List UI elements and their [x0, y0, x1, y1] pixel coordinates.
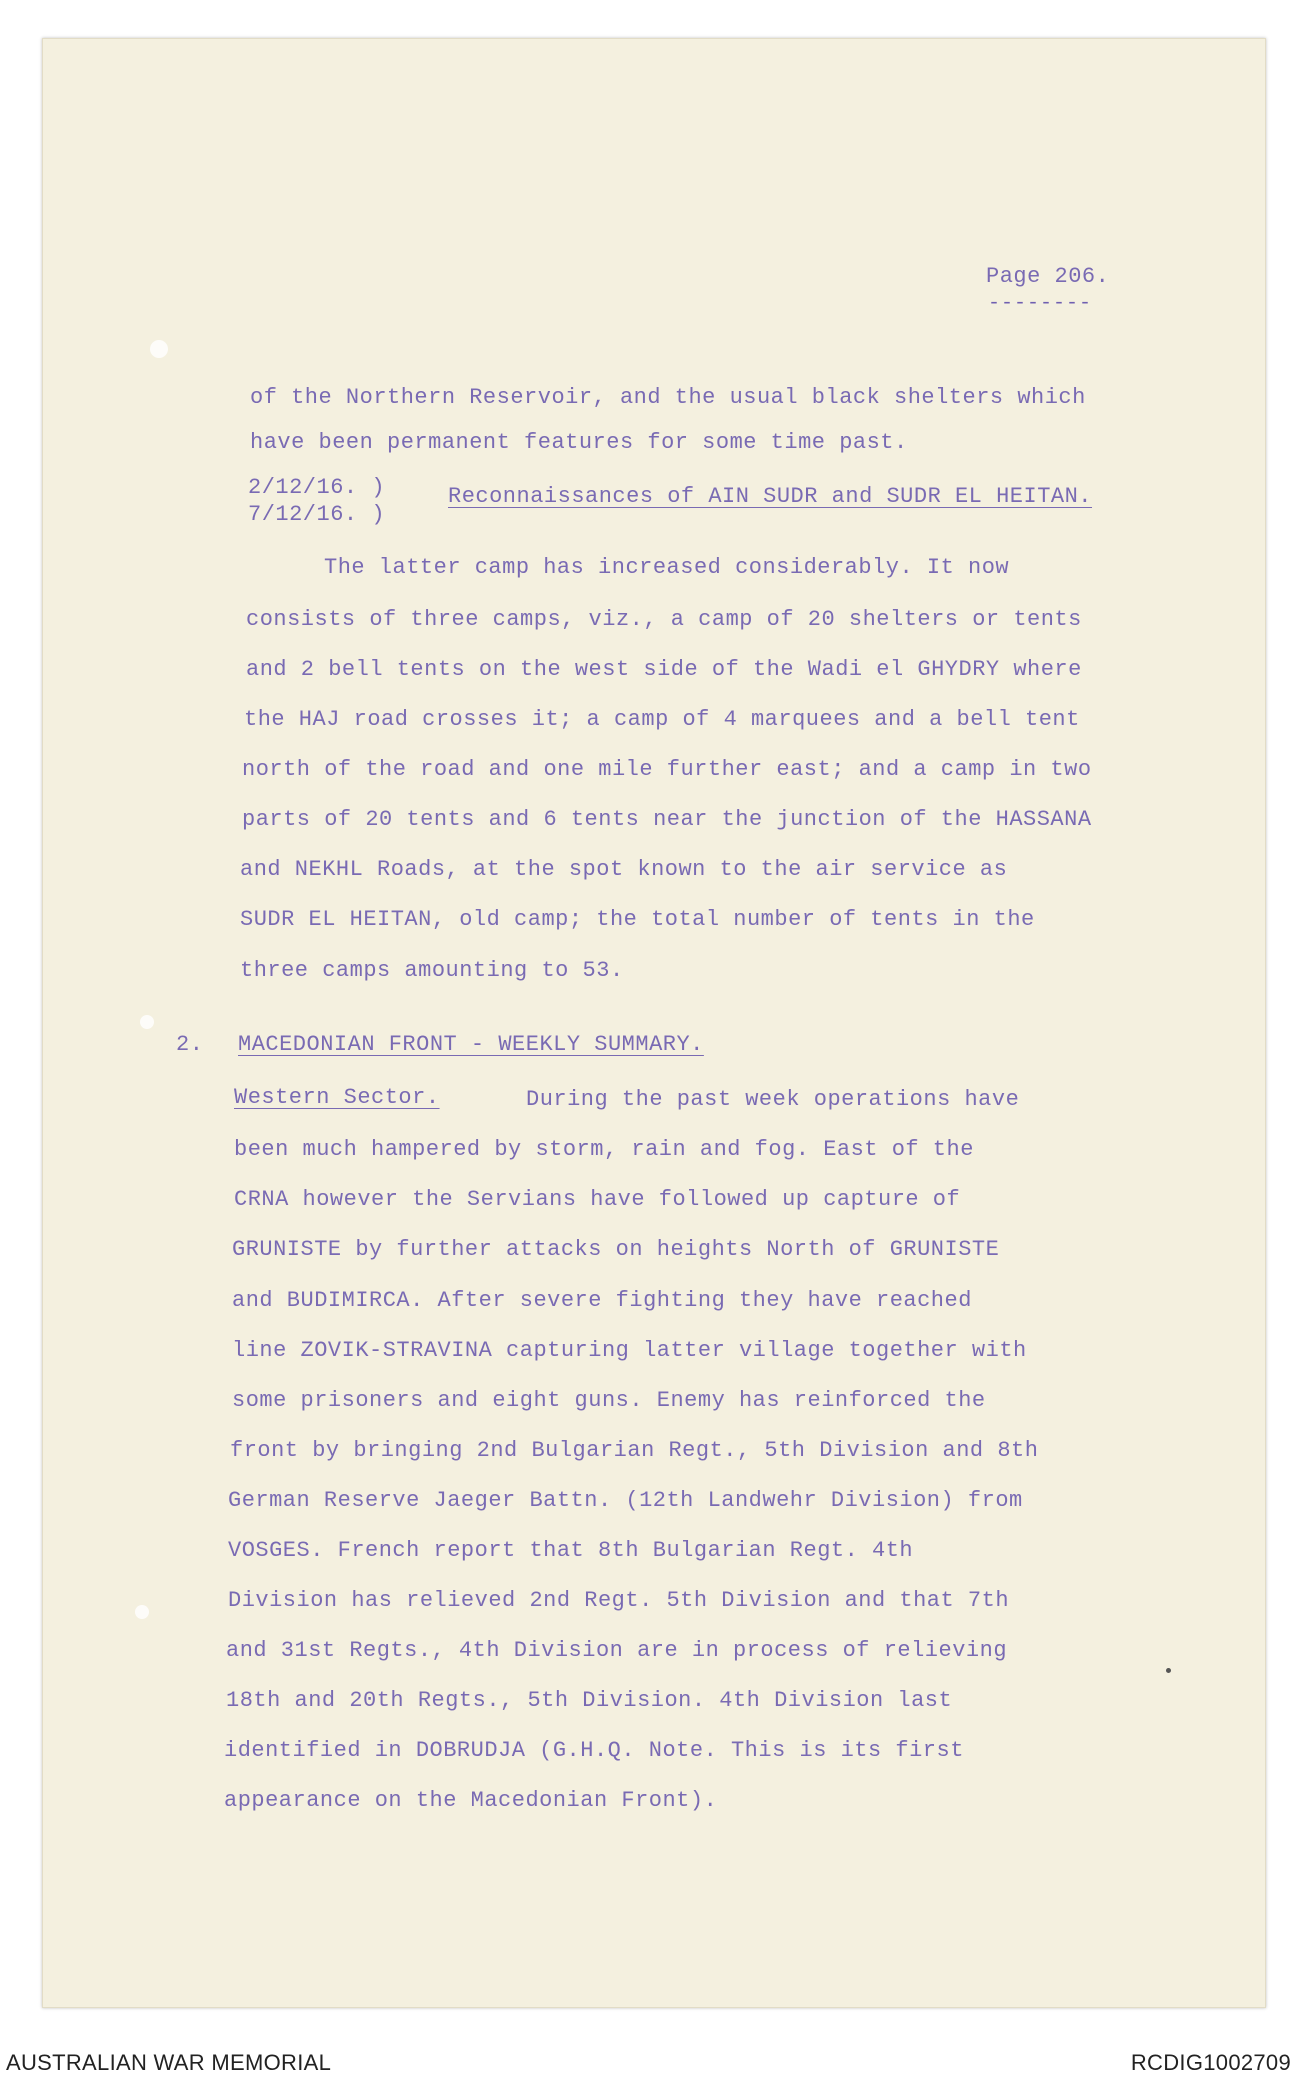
reconnaissance-heading: Reconnaissances of AIN SUDR and SUDR EL HEITAN.: [448, 484, 1093, 509]
reconnaissance-line: SUDR EL HEITAN, old camp; the total number of tents in the: [240, 907, 1035, 932]
reconnaissance-line: consists of three camps, viz., a camp of 20 shelters or tents: [246, 607, 1082, 632]
section-line: identified in DOBRUDJA (G.H.Q. Note. This is its first: [224, 1738, 964, 1763]
section-heading: MACEDONIAN FRONT - WEEKLY SUMMARY.: [238, 1032, 704, 1057]
section-line: Division has relieved 2nd Regt. 5th Division and that 7th: [228, 1588, 1010, 1613]
continuation-line: of the Northern Reservoir, and the usual black shelters which: [250, 385, 1086, 410]
paper-blemish: [140, 1015, 154, 1029]
date-to: 7/12/16. ): [248, 502, 386, 527]
section-line: front by bringing 2nd Bulgarian Regt., 5th Division and 8th: [230, 1438, 1039, 1463]
reconnaissance-line: north of the road and one mile further east; and a camp in two: [242, 757, 1092, 782]
ink-dot: [1166, 1668, 1171, 1673]
section-line: and BUDIMIRCA. After severe fighting they have reached: [232, 1288, 972, 1313]
reconnaissance-line: parts of 20 tents and 6 tents near the junction of the HASSANA: [242, 807, 1092, 832]
footer-source: AUSTRALIAN WAR MEMORIAL: [6, 2050, 332, 2075]
continuation-line: have been permanent features for some time past.: [250, 430, 908, 455]
page-number: Page 206.: [986, 264, 1110, 289]
section-line: GRUNISTE by further attacks on heights North of GRUNISTE: [232, 1237, 1000, 1262]
section-line: been much hampered by storm, rain and fog. East of the: [234, 1137, 974, 1162]
reconnaissance-line: the HAJ road crosses it; a camp of 4 marquees and a bell tent: [244, 707, 1080, 732]
western-sector-subheading: Western Sector.: [234, 1085, 440, 1110]
reconnaissance-line: and NEKHL Roads, at the spot known to the air service as: [240, 857, 1008, 882]
page-number-underline: --------: [988, 292, 1093, 315]
section-line: German Reserve Jaeger Battn. (12th Landwehr Division) from: [228, 1488, 1023, 1513]
section-line: VOSGES. French report that 8th Bulgarian Regt. 4th: [228, 1538, 914, 1563]
footer-catalog-id: RCDIG1002709: [1130, 2050, 1291, 2075]
section-line: some prisoners and eight guns. Enemy has reinforced the: [232, 1388, 986, 1413]
section-line: line ZOVIK-STRAVINA capturing latter village together with: [232, 1338, 1027, 1363]
reconnaissance-line: The latter camp has increased considerably. It now: [324, 555, 1010, 580]
section-line: and 31st Regts., 4th Division are in process of relieving: [226, 1638, 1008, 1663]
section-line: 18th and 20th Regts., 5th Division. 4th Division last: [226, 1688, 953, 1713]
section-line: CRNA however the Servians have followed up capture of: [234, 1187, 961, 1212]
reconnaissance-line: three camps amounting to 53.: [240, 958, 624, 983]
section-line: appearance on the Macedonian Front).: [224, 1788, 718, 1813]
paper-blemish: [150, 340, 168, 358]
paper-blemish: [135, 1605, 149, 1619]
section-number: 2.: [176, 1032, 204, 1057]
reconnaissance-line: and 2 bell tents on the west side of the Wadi el GHYDRY where: [246, 657, 1082, 682]
date-from: 2/12/16. ): [248, 475, 386, 500]
section-line: During the past week operations have: [526, 1087, 1020, 1112]
